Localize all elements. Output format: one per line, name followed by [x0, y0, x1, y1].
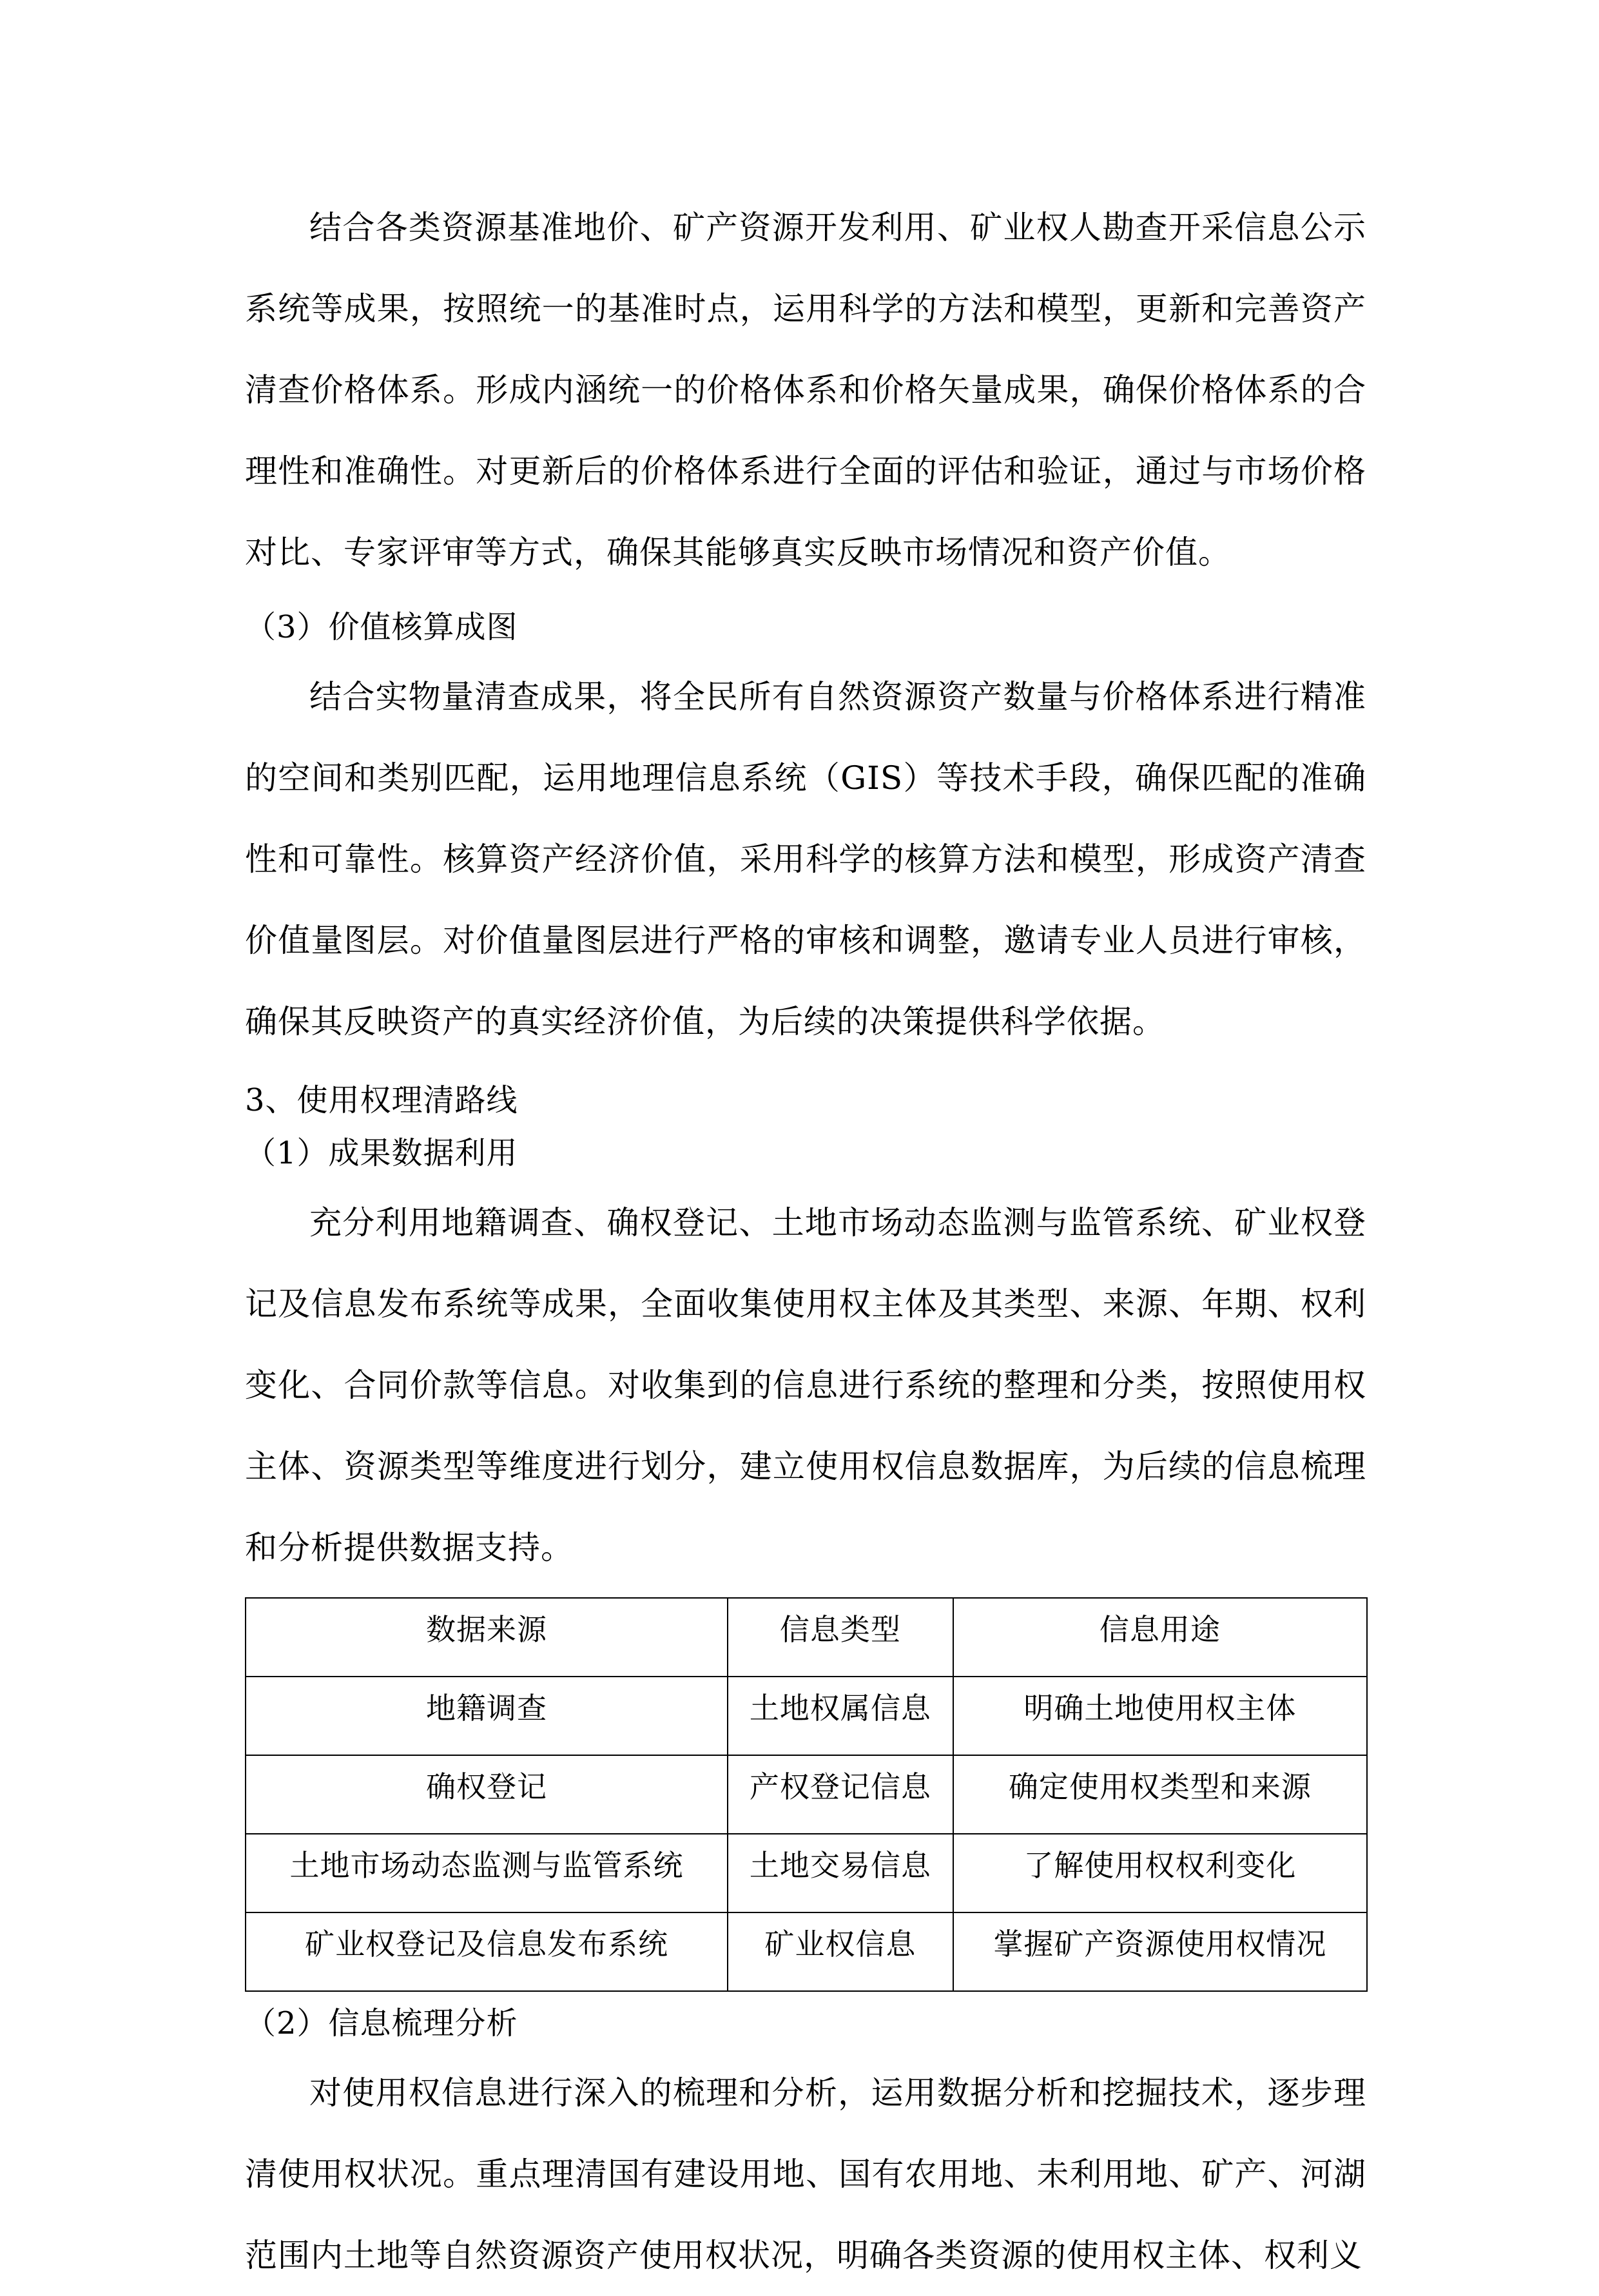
- table-cell: 地籍调查: [246, 1677, 728, 1755]
- paragraph-value-mapping: 结合实物量清查成果，将全民所有自然资源资产数量与价格体系进行精准的空间和类别匹配，运用地理信息系统（GIS）等技术手段，确保匹配的准确性和可靠性。核算资产经济价值，采用科学的核算方法和模型，形成资产清查价值量图层。对价值量图层进行严格的审核和调整，邀请专业人员进行审核，确保其反映资产的真实经济价值，为后续的决策提供科学依据。: [245, 678, 1366, 1040]
- table-row: [246, 1834, 1367, 1912]
- table-cell: 土地交易信息: [728, 1834, 953, 1912]
- table-cell: 矿业权信息: [728, 1912, 953, 1991]
- table-cell: 了解使用权权利变化: [953, 1834, 1367, 1912]
- table-cell: 产权登记信息: [728, 1755, 953, 1834]
- table-row: [246, 1755, 1367, 1834]
- heading-use-right-route: 3、使用权理清路线: [245, 1082, 518, 1118]
- table-cell: 明确土地使用权主体: [953, 1677, 1367, 1755]
- table-header-cell: 信息类型: [728, 1598, 953, 1677]
- paragraph-info-analysis: 对使用权信息进行深入的梳理和分析，运用数据分析和挖掘技术，逐步理清使用权状况。重点理清国有建设用地、国有农用地、未利用地、矿产、河湖范围内土地等自然资源资产使用权状况，明确各类资源的使用权主体、权利义: [245, 2074, 1366, 2274]
- table-row: [246, 1912, 1367, 1991]
- table-cell: 确定使用权类型和来源: [953, 1755, 1367, 1834]
- table-header-cell: 数据来源: [246, 1598, 728, 1677]
- table-cell: 土地权属信息: [728, 1677, 953, 1755]
- table-cell: 矿业权登记及信息发布系统: [246, 1912, 728, 1991]
- paragraph-data-utilization: 充分利用地籍调查、确权登记、土地市场动态监测与监管系统、矿业权登记及信息发布系统等成果，全面收集使用权主体及其类型、来源、年期、权利变化、合同价款等信息。对收集到的信息进行系统的整理和分类，按照使用权主体、资源类型等维度进行划分，建立使用权信息数据库，为后续的信息梳理和分析提供数据支持。: [245, 1204, 1366, 1566]
- data-source-table: [245, 1597, 1368, 1992]
- heading-info-analysis: （2）信息梳理分析: [245, 2005, 518, 2041]
- table-cell: 土地市场动态监测与监管系统: [246, 1834, 728, 1912]
- document-page: [245, 187, 1366, 2296]
- heading-value-mapping: （3）价值核算成图: [245, 609, 518, 645]
- table-cell: 掌握矿产资源使用权情况: [953, 1912, 1367, 1991]
- table-row: [246, 1677, 1367, 1755]
- heading-data-utilization: （1）成果数据利用: [245, 1135, 518, 1171]
- paragraph-price-system: 结合各类资源基准地价、矿产资源开发利用、矿业权人勘查开采信息公示系统等成果，按照统一的基准时点，运用科学的方法和模型，更新和完善资产清查价格体系。形成内涵统一的价格体系和价格矢量成果，确保价格体系的合理性和准确性。对更新后的价格体系进行全面的评估和验证，通过与市场价格对比、专家评审等方式，确保其能够真实反映市场情况和资产价值。: [245, 209, 1366, 571]
- table-cell: 确权登记: [246, 1755, 728, 1834]
- table-header-cell: 信息用途: [953, 1598, 1367, 1677]
- table-header-row: [246, 1598, 1367, 1677]
